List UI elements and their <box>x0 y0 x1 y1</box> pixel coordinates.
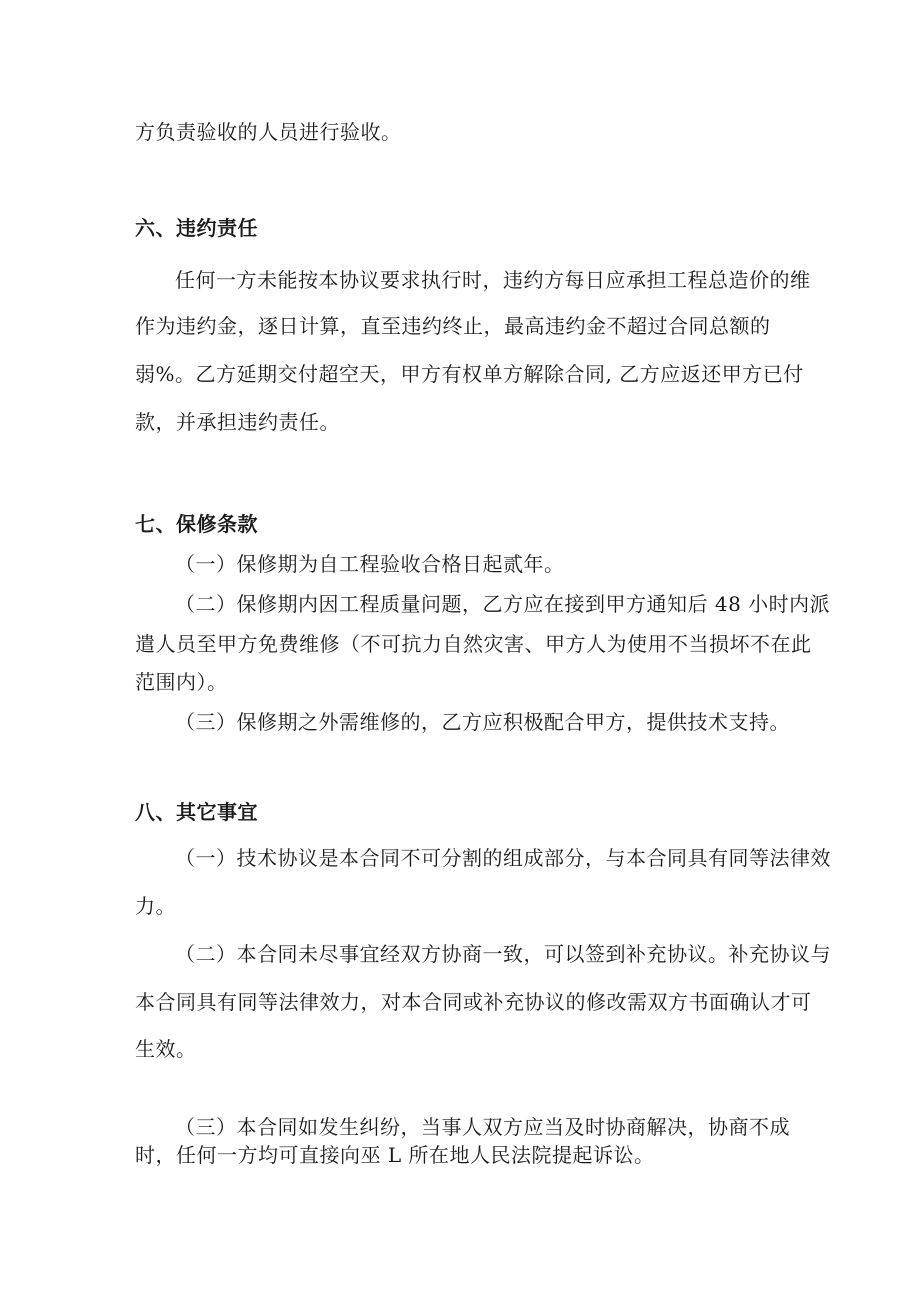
section-8-heading: 八、其它事宜 <box>135 800 258 824</box>
section-8-item-3: 时，任何一方均可直接向巫 L 所在地人民法院提起诉讼。 <box>135 1143 655 1167</box>
section-8-item-3: （三）本合同如发生纠纷，当事人双方应当及时协商解决，协商不成 <box>175 1115 790 1139</box>
section-6-text: 作为违约金，逐日计算，直至违约终止，最高违约金不超过合同总额的 <box>135 314 771 338</box>
section-8-item-1: （一）技术协议是本合同不可分割的组成部分，与本合同具有同等法律效 <box>175 846 831 870</box>
section-7-item-2: 范围内）。 <box>135 670 228 694</box>
section-8-item-2: （二）本合同未尽事宜经双方协商一致，可以签到补充协议。补充协议与 <box>175 942 831 966</box>
continuation-text: 方负责验收的人员进行验收。 <box>135 120 402 144</box>
section-8-item-2: 本合同具有同等法律效力，对本合同或补充协议的修改需双方书面确认才可 <box>135 990 812 1014</box>
section-8-item-1: 力。 <box>135 894 176 918</box>
section-6-text: 款，并承担违约责任。 <box>135 410 340 434</box>
section-7-item-2: 遣人员至甲方免费维修（不可抗力自然灾害、甲方人为使用不当损坏不在此 <box>135 632 812 656</box>
section-7-item-2: （二）保修期内因工程质量问题，乙方应在接到甲方通知后 48 小时内派 <box>175 592 831 616</box>
section-6-text: 弱%。乙方延期交付超空天，甲方有权单方解除合同, 乙方应返还甲方已付 <box>135 362 804 386</box>
section-6-heading: 六、违约责任 <box>135 216 258 240</box>
section-8-item-2: 生效。 <box>135 1037 197 1061</box>
section-7-item-1: （一）保修期为自工程验收合格日起贰年。 <box>175 552 565 576</box>
section-6-text: 任何一方未能按本协议要求执行时，违约方每日应承担工程总造价的维 <box>175 268 811 292</box>
section-7-item-3: （三）保修期之外需维修的，乙方应积极配合甲方，提供技术支持。 <box>175 710 790 734</box>
section-7-heading: 七、保修条款 <box>135 512 258 536</box>
